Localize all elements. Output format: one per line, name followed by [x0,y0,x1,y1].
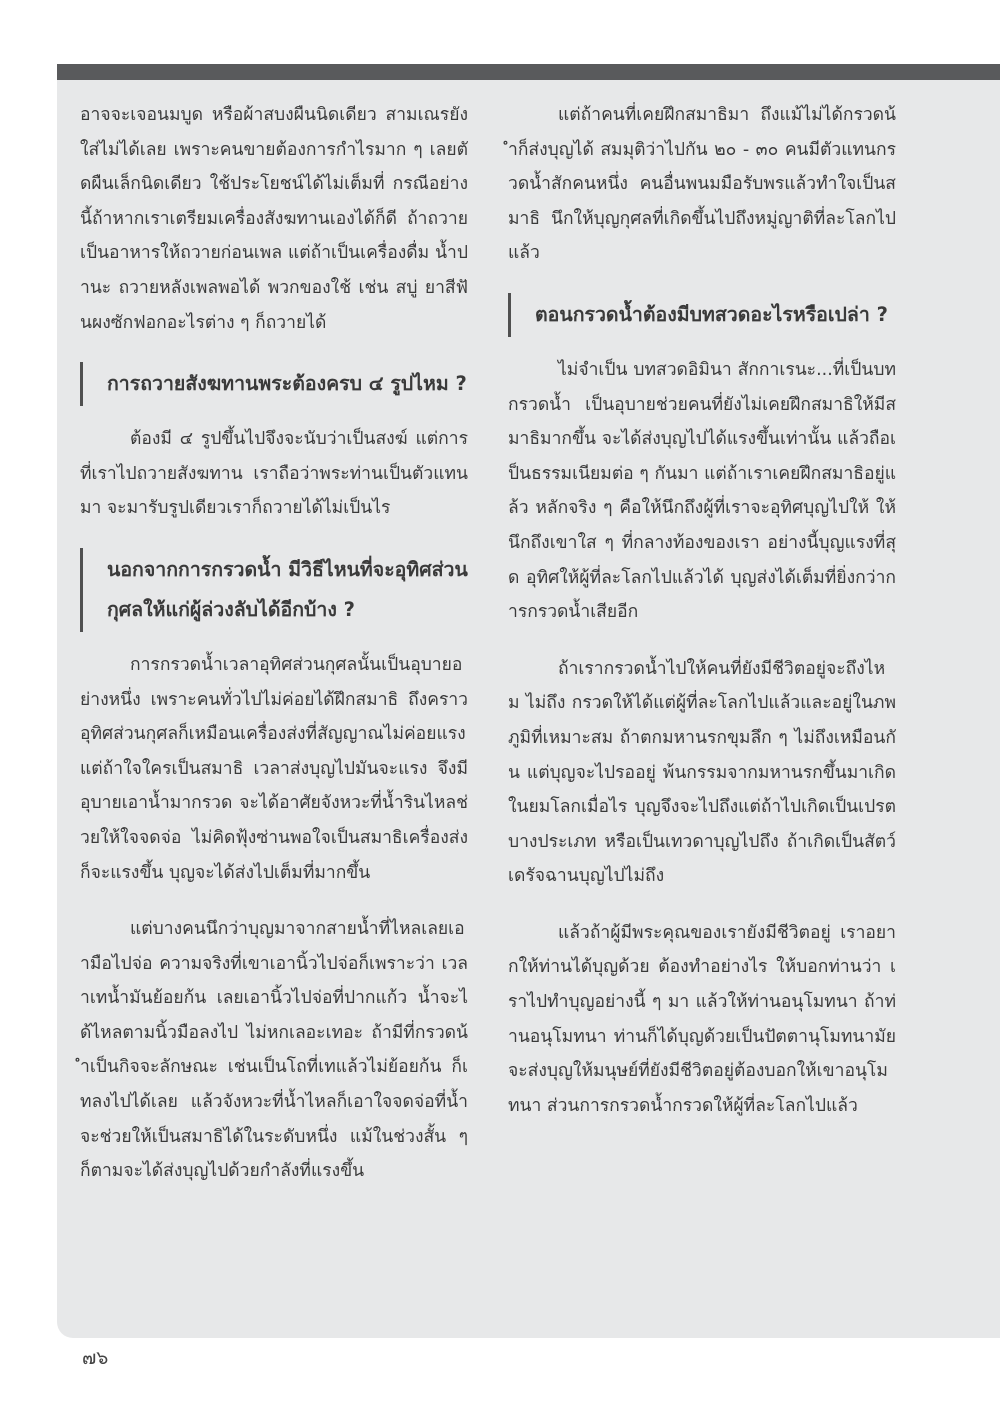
question-heading: นอกจากการกรวดน้ำ มีวิธีไหนที่จะอุทิศส่วนกุศลให้แก่ผู้ล่วงลับได้อีกบ้าง ? [80,548,468,632]
paragraph: ถ้าเรากรวดน้ำไปให้คนที่ยังมีชีวิตอยู่จะถึงไหม ไม่ถึง กรวดให้ได้แต่ผู้ที่ละโลกไปแล้วและอยู่ในภพภูมิที่เหมาะสม ถ้าตกมหานรกขุมลึก ๆ ไม่ถึงเหมือนกัน แต่บุญจะไปรออยู่ พ้นกรรมจากมหานรกขึ้นมาเกิดในยมโลกเมื่อไร บุญจึงจะไปถึงแต่ถ้าไปเกิดเป็นเปรตบางประเภท หรือเป็นเทวดาบุญไปถึง ถ้าเกิดเป็นสัตว์เดรัจฉานบุญไปไม่ถึง [508,658,896,887]
paragraph: แต่ถ้าคนที่เคยฝึกสมาธิมา ถึงแม้ไม่ได้กรวดน้ำก็ส่งบุญได้ สมมุติว่าไปกัน ๒๐ - ๓๐ คนมีตัวแทนกรวดน้ำสักคนหนึ่ง คนอื่นพนมมือรับพรแล้วทำใจเป็นสมาธิ นึกให้บุญกุศลที่เกิดขึ้นไปถึงหมู่ญาติที่ละโลกไปแล้ว [508,105,896,264]
question-heading: ตอนกรวดน้ำต้องมีบทสวดอะไรหรือเปล่า ? [508,293,896,337]
paragraph: ต้องมี ๔ รูปขึ้นไปจึงจะนับว่าเป็นสงฆ์ แต่การที่เราไปถวายสังฆทาน เราถือว่าพระท่านเป็นตัวแทนมา จะมารับรูปเดียวเราก็ถวายได้ไม่เป็นไร [80,429,468,519]
paragraph: แต่บางคนนึกว่าบุญมาจากสายน้ำที่ไหลเลยเอามือไปจ่อ ความจริงที่เขาเอานิ้วไปจ่อก็เพราะว่า เวลาเทน้ำมันย้อยก้น เลยเอานิ้วไปจ่อที่ปากแก้ว น้ำจะได้ไหลตามนิ้วมือลงไป ไม่หกเลอะเทอะ ถ้ามีที่กรวดน้ำเป็นกิจจะลักษณะ เช่นเป็นโถที่เทแล้วไม่ย้อยก้น ก็เทลงไปได้เลย แล้วจังหวะที่น้ำไหลก็เอาใจจดจ่อที่น้ำ จะช่วยให้เป็นสมาธิได้ในระดับหนึ่ง แม้ในช่วงสั้น ๆ ก็ตามจะได้ส่งบุญไปด้วยกำลังที่แรงขึ้น [80,919,468,1182]
paragraph: ไม่จำเป็น บทสวดอิมินา สักกาเรนะ...ที่เป็นบทกรวดน้ำ เป็นอุบายช่วยคนที่ยังไม่เคยฝึกสมาธิให้มีสมาธิมากขึ้น จะได้ส่งบุญไปได้แรงขึ้นเท่านั้น แล้วถือเป็นธรรมเนียมต่อ ๆ กันมา แต่ถ้าเราเคยฝึกสมาธิอยู่แล้ว หลักจริง ๆ คือให้นึกถึงผู้ที่เราจะอุทิศบุญไปให้ ให้นึกถึงเขาใส ๆ ที่กลางท้องของเรา อย่างนี้บุญแรงที่สุด อุทิศให้ผู้ที่ละโลกไปแล้วได้ บุญส่งได้เต็มที่ยิ่งกว่าการกรวดน้ำเสียอีก [508,359,896,623]
question-heading: การถวายสังฆทานพระต้องครบ ๔ รูปไหม ? [80,362,468,406]
paragraph: การกรวดน้ำเวลาอุทิศส่วนกุศลนั้นเป็นอุบายอย่างหนึ่ง เพราะคนทั่วไปไม่ค่อยได้ฝึกสมาธิ ถึงคราวอุทิศส่วนกุศลก็เหมือนเครื่องส่งที่สัญญาณไม่ค่อยแรง แต่ถ้าใจใครเป็นสมาธิ เวลาส่งบุญไปมันจะแรง จึงมีอุบายเอาน้ำมากรวด จะได้อาศัยจังหวะที่น้ำรินไหลช่วยให้ใจจดจ่อ ไม่คิดฟุ้งซ่านพอใจเป็นสมาธิเครื่องส่งก็จะแรงขึ้น บุญจะได้ส่งไปเต็มที่มากขึ้น [80,654,468,883]
header-bar [57,64,1000,80]
paragraph: อาจจะเจอนมบูด หรือผ้าสบงผืนนิดเดียว สามเณรยังใส่ไม่ได้เลย เพราะคนขายต้องการกำไรมาก ๆ เลยตัดผืนเล็กนิดเดียว ใช้ประโยชน์ได้ไม่เต็มที่ กรณีอย่างนี้ถ้าหากเราเตรียมเครื่องสังฆทานเองได้ก็ดี ถ้าถวายเป็นอาหารให้ถวายก่อนเพล แต่ถ้าเป็นเครื่องดื่ม น้ำปานะ ถวายหลังเพลพอได้ พวกของใช้ เช่น สบู่ ยาสีฟันผงซักฟอกอะไรต่าง ๆ ก็ถวายได้ [80,105,468,333]
left-column [80,98,468,1211]
paragraph: แล้วถ้าผู้มีพระคุณของเรายังมีชีวิตอยู่ เราอยากให้ท่านได้บุญด้วย ต้องทำอย่างไร ให้บอกท่านว่า เราไปทำบุญอย่างนี้ ๆ มา แล้วให้ท่านอนุโมทนา ถ้าท่านอนุโมทนา ท่านก็ได้บุญด้วยเป็นปัตตานุโมทนามัย จะส่งบุญให้มนุษย์ที่ยังมีชีวิตอยู่ต้องบอกให้เขาอนุโมทนา ส่วนการกรวดน้ำกรวดให้ผู้ที่ละโลกไปแล้ว [508,922,896,1116]
right-column [508,98,896,1145]
page-number: ๗๖ [82,1347,109,1369]
